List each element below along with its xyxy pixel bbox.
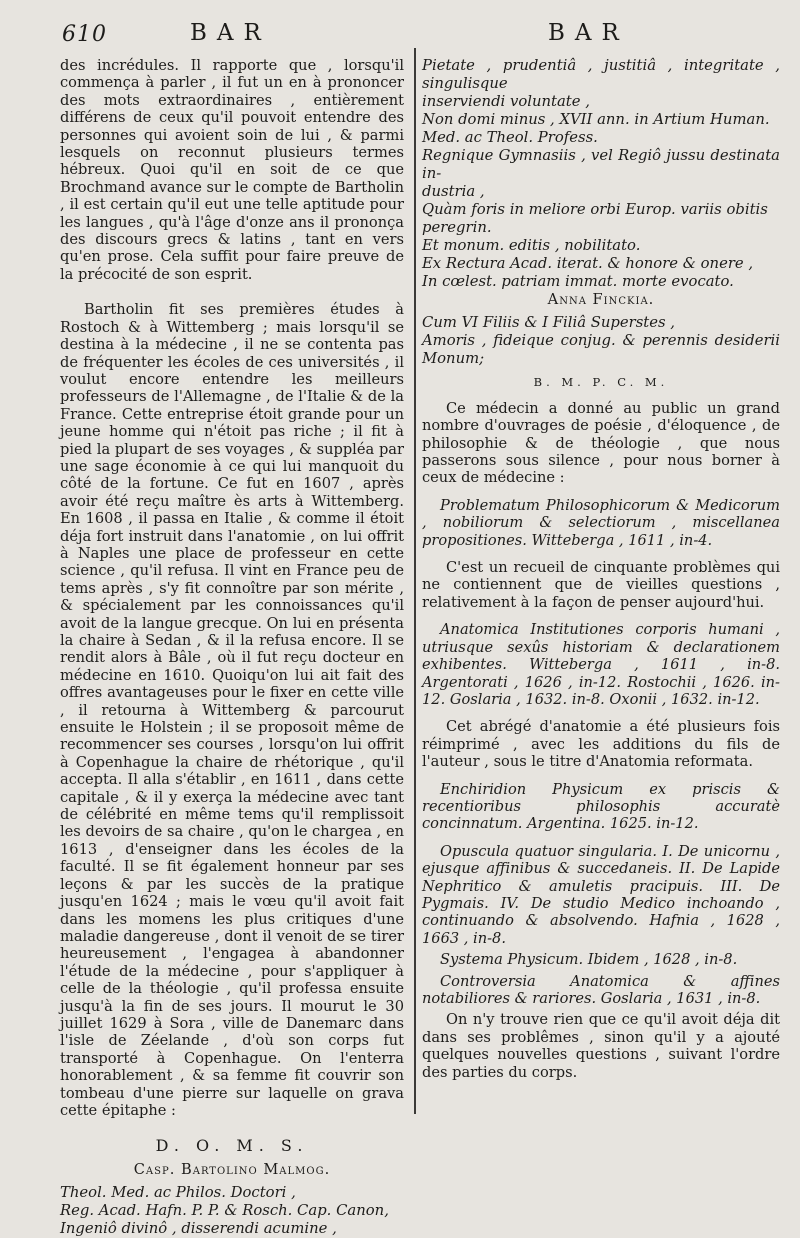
epitaph-line: Regnique Gymnasiis , vel Regiô jussu destinata in- dustria , bbox=[422, 147, 780, 200]
page-number: 610 bbox=[62, 22, 107, 47]
bibliography-entry: Anatomica Institutiones corporis humani , utriusque sexûs historiam & declarationem exhibentes. Witteberga , 1611 , in-8. Argentorati , 1626 , in-12. Rostochii , 1626. in-12. Goslaria , 1632. in-8. Oxonii , 1632. in-12. bbox=[422, 621, 780, 708]
epitaph-line: Amoris , fideique conjug. & perennis desiderii Monum; bbox=[422, 332, 780, 368]
epitaph-line: Theol. Med. ac Philos. Doctori , bbox=[60, 1184, 296, 1202]
epitaph-line: Et monum. editis , nobilitato. bbox=[422, 237, 641, 254]
paragraph-works: Ce médecin a donné au public un grand nombre d'ouvrages de poésie , d'éloquence , de philosophie & de théologie , que nous passerons sous silence , pour nous borner à ceux de médecine : bbox=[422, 399, 780, 487]
epitaph-line: Reg. Acad. Hafn. P. P. & Rosch. Cap. Canon, bbox=[60, 1202, 389, 1220]
column-rule bbox=[414, 48, 416, 1114]
paragraph-intro: des incrédules. Il rapporte que , lorsqu'il commença à parler , il fut un en à prononcer des mots extraordinaires , entièrement différens de ceux qu'il pouvoit entendre des personnes qui avoient soin de lui , & parmi lesquels on reconnut plusieurs termes hébreux. Quoi qu'il en soit de ce que Brochmand avance sur le compte de Bartholin , il est certain qu'il eut une telle aptitude pour les langues , qu'à l'âge d'onze ans il prononça des discours grecs & latins , tant en vers qu'en prose. Cela suffit pour faire preuve de la précocité de son esprit. bbox=[60, 57, 405, 283]
bibliography-entry: Controversia Anatomica & affines notabiliores & rariores. Goslaria , 1631 , in-8. bbox=[422, 972, 780, 1007]
epitaph-line: Ex Rectura Acad. iterat. & honore & onere , bbox=[422, 255, 754, 272]
epitaph-line: Non domi minus , XVII ann. in Artium Human. Med. ac Theol. Profess. bbox=[422, 111, 770, 146]
running-head-right: BAR bbox=[548, 20, 629, 46]
epitaph-line: Ingeniô divinô , disserendi acumine , bbox=[60, 1220, 337, 1238]
bibliography-entry: Systema Physicum. Ibidem , 1628 , in-8. bbox=[440, 951, 738, 969]
bibliography-entry: Enchiridion Physicum ex priscis & recentioribus philosophis accuratè concinnatum. Argentina. 1625. in-12. bbox=[422, 780, 780, 833]
bibliography-entry: Opuscula quatuor singularia. I. De unicornu , ejusque affinibus & succedaneis. II. De Lapide Nephritico & amuletis pracipuis. III. De Pygmais. IV. De studio Medico inchoando , continuando & absolvendo. Hafnia , 1628 , 1663 , in-8. bbox=[422, 842, 780, 947]
epitaph-widow: Anna Finckia. bbox=[547, 291, 655, 308]
epitaph-line: Cum VI Filiis & I Filiâ Superstes , bbox=[422, 314, 675, 332]
epitaph-closing: B. M. P. C. M. bbox=[533, 375, 669, 390]
paragraph-biography: Bartholin fit ses premières études à Rostoch & à Wittemberg ; mais lorsqu'il se destina à la médecine , il ne se contenta pas de fréquenter les écoles de ces universités , il voulut encore entendre les meilleurs professeurs de l'Allemagne , de l'Italie & de la France. Cette entreprise étoit grande pour un jeune homme qui n'étoit pas riche ; il fit à pied la plupart de ses voyages , & suppléa par une sage économie à ce qui lui manquoit du côté de la fortune. Ce fut en 1607 , après avoir été reçu maître ès arts à Wittemberg. En 1608 , il passa en Italie , & comme il étoit déja fort instruit dans l'anatomie , on lui offrit à Naples une place de professeur en cette science , qu'il refusa. Il vint en France peu de tems après , s'y fit connoître par son mérite , & spécialement par les connoissances qu'il avoit de la langue grecque. On lui en présenta la chaire à Sedan , & il la refusa encore. Il se rendit alors à Bâle , où il fut reçu docteur en médecine en 1610. Quoiqu'on lui ait fait des offres avantageuses pour le fixer en cette ville , il retourna à Wittemberg & parcourut ensuite le Holstein ; il se proposoit même de recommencer ses courses , lorsqu'on lui offrit à Copenhague la chaire de rhétorique , qu'il accepta. Il alla s'établir , en 1611 , dans cette capitale , & il y exerça la médecine avec tant de célébrité en même tems qu'il remplissoit les devoirs de sa chaire , qu'on le chargea , en 1613 , d'enseigner dans les écoles de la faculté. Il se fit également honneur par ses leçons & par les succès de la pratique jusqu'en 1624 ; mais le vœu qu'il avoit fait dans les momens les plus critiques d'une maladie dangereuse , dont il venoit de se tirer heureusement , l'engagea à abandonner l'étude de la médecine , pour s'appliquer à celle de la théologie , qu'il professa ensuite jusqu'à la fin de ses jours. Il mourut le 30 juillet 1629 à Sora , ville de Danemarc dans l'isle de Zéelande , d'où son corps fut transporté à Copenhague. On l'enterra honorablement , & sa femme fit couvrir son tombeau d'une pierre sur laquelle on grava cette épitaphe : bbox=[60, 301, 404, 1119]
epitaph-dom: D. O. M. S. bbox=[155, 1136, 309, 1156]
epitaph-name: Casp. Bartolino Malmog. bbox=[133, 1160, 331, 1178]
left-column bbox=[60, 57, 404, 1238]
running-head-left: BAR bbox=[190, 20, 271, 46]
right-column bbox=[422, 57, 780, 1081]
epitaph-line: In cœlest. patriam immat. morte evocato. bbox=[422, 273, 734, 290]
epitaph-line: Pietate , prudentiâ , justitiâ , integritate , singulisque inserviendi voluntate , bbox=[422, 57, 780, 110]
epitaph-line: Quàm foris in meliore orbi Europ. variis obitis peregrin. bbox=[422, 201, 768, 236]
paragraph-comment: On n'y trouve rien que ce qu'il avoit déja dit dans ses problêmes , sinon qu'il y a ajouté quelques nouvelles questions , suivant l'ordre des parties du corps. bbox=[422, 1011, 780, 1081]
paragraph-comment: Cet abrégé d'anatomie a été plusieurs fois réimprimé , avec les additions du fils de l'auteur , sous le titre d'Anatomia reformata. bbox=[422, 718, 780, 771]
bibliography-entry: Problematum Philosophicorum & Medicorum , nobiliorum & selectiorum , miscellanea propositiones. Witteberga , 1611 , in-4. bbox=[422, 496, 780, 549]
paragraph-comment: C'est un recueil de cinquante problèmes qui ne contiennent que de vieilles questions , relativement à la façon de penser aujourd'hui. bbox=[422, 559, 780, 611]
